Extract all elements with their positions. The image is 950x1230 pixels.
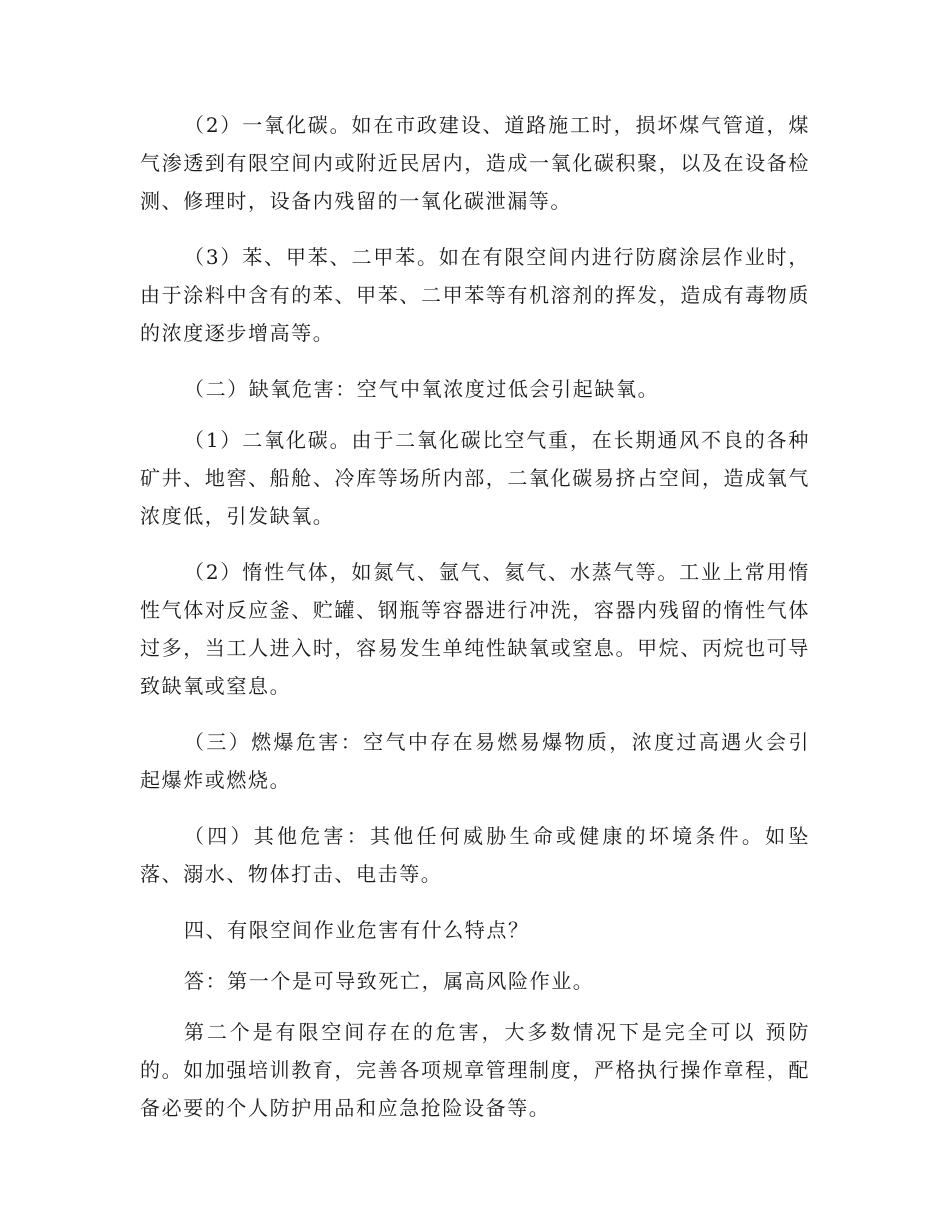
paragraph-carbon-dioxide: （1）二氧化碳。由于二氧化碳比空气重，在长期通风不良的各种矿井、地窖、船舱、冷库等场所内部，二氧化碳易挤占空间，造成氧气浓度低，引发缺氧。 [140, 428, 810, 528]
paragraph-carbon-monoxide: （2）一氧化碳。如在市政建设、道路施工时，损坏煤气管道，煤气渗透到有限空间内或附近民居内，造成一氧化碳积聚，以及在设备检测、修理时，设备内残留的一氧化碳泄漏等。 [140, 113, 810, 213]
section-heading-hazard-features: 四、有限空间作业危害有什么特点？ [184, 918, 530, 942]
paragraph-answer-second: 第二个是有限空间存在的危害，大多数情况下是完全可以 预防的。如加强培训教育，完善各项规章管理制度，严格执行操作章程，配备必要的个人防护用品和应急抢险设备等。 [140, 1020, 810, 1120]
paragraph-answer-first: 答：第一个是可导致死亡，属高风险作业。 [184, 969, 595, 993]
paragraph-other-hazards: （四）其他危害：其他任何威胁生命或健康的坏境条件。如坠落、溺水、物体打击、电击等。 [140, 824, 810, 886]
paragraph-explosion-hazard: （三）燃爆危害：空气中存在易燃易爆物质，浓度过高遇火会引起爆炸或燃烧。 [140, 730, 810, 792]
paragraph-benzene: （3）苯、甲苯、二甲苯。如在有限空间内进行防腐涂层作业时，由于涂料中含有的苯、甲苯、二甲苯等有机溶剂的挥发，造成有毒物质的浓度逐步增高等。 [140, 245, 810, 345]
paragraph-inert-gas: （2）惰性气体，如氮气、氩气、氦气、水蒸气等。工业上常用惰性气体对反应釜、贮罐、钢瓶等容器进行冲洗，容器内残留的惰性气体过多，当工人进入时，容易发生单纯性缺氧或窒息。甲烷、丙烷也可导致缺氧或窒息。 [140, 560, 810, 698]
document-body [140, 106, 810, 1145]
paragraph-oxygen-deficiency-heading: （二）缺氧危害：空气中氧浓度过低会引起缺氧。 [184, 377, 660, 401]
